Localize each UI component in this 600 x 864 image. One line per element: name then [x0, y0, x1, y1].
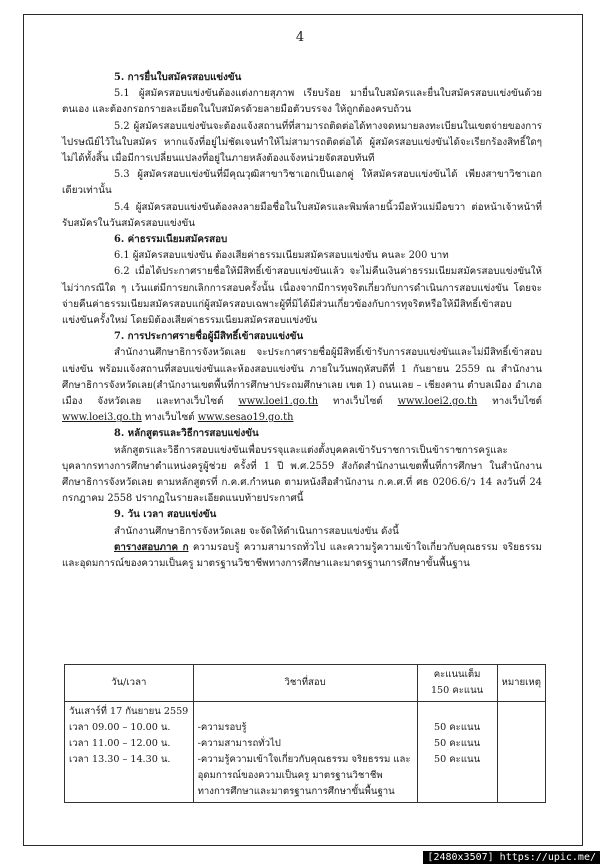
subject-2: -ความสามารถทั่วไป [197, 738, 281, 749]
header-day-time: วัน/เวลา [65, 665, 194, 702]
section-9-heading: 9. วัน เวลา สอบแข่งขัน [114, 509, 217, 521]
link-sesao19[interactable]: www.sesao19.go.th [197, 412, 294, 424]
cell-note [497, 702, 546, 803]
document-body [62, 70, 542, 572]
section-7-text-b: ทางเว็บไซต์ [318, 396, 398, 408]
schedule-title: ตารางสอบภาค ก [114, 541, 189, 553]
section-5-heading: 5. การยื่นใบสมัครสอบแข่งขัน [114, 72, 242, 83]
section-9-body: สำนักงานศึกษาธิการจังหวัดเลย จะจัดให้ดำเนินการสอบแข่งขัน ดังนี้ [114, 525, 399, 537]
link-loei2[interactable]: www.loei2.go.th [397, 396, 478, 408]
section-7-text-d: ทางเว็บไซต์ [141, 412, 198, 424]
time-2: เวลา 11.00 – 12.00 น. [69, 738, 171, 749]
section-5-4: 5.4 ผู้สมัครสอบแข่งขันต้องลงลายมือชื่อในใบสมัครและพิมพ์ลายนิ้วมือหัวแม่มือขวา ต่อหน้าเจ้าหน้าที่รับสมัครในวันสมัครสอบแข่งขัน [62, 201, 542, 229]
header-subject: วิชาที่สอบ [193, 665, 417, 702]
header-note: หมายเหตุ [497, 665, 546, 702]
section-7-heading: 7. การประกาศรายชื่อผู้มีสิทธิ์เข้าสอบแข่งขัน [114, 331, 304, 343]
section-5-1: 5.1 ผู้สมัครสอบแข่งขันต้องแต่งกายสุภาพ เรียบร้อย มายื่นใบสมัครและยื่นใบสมัครสอบแข่งขันด้วยตนเอง และต้องกรอกรายละเอียดในใบสมัครด้วยลายมือตัวบรรจง ให้ถูกต้องครบถ้วน [62, 88, 542, 116]
exam-schedule-table [64, 664, 546, 803]
subject-1: -ความรอบรู้ [197, 722, 247, 733]
subject-3: -ความรู้ความเข้าใจเกี่ยวกับคุณธรรม จริยธรรม และอุดมการณ์ของความเป็นครู มาตรฐานวิชาชีพทางการศึกษาและมาตรฐานการศึกษาขั้นพื้นฐาน [197, 754, 411, 797]
exam-date: วันเสาร์ที่ 17 กันยายน 2559 [69, 706, 189, 717]
time-3: เวลา 13.30 – 14.30 น. [69, 754, 171, 765]
section-7-text-c: ทางเว็บไซต์ [477, 396, 542, 408]
table-row [65, 702, 546, 803]
section-6-1: 6.1 ผู้สมัครสอบแข่งขัน ต้องเสียค่าธรรมเนียมสมัครสอบแข่งขัน คนละ 200 บาท [114, 250, 449, 262]
cell-scores [417, 702, 497, 803]
time-1: เวลา 09.00 – 10.00 น. [69, 722, 171, 733]
section-6-2: 6.2 เมื่อได้ประกาศรายชื่อให้มีสิทธิ์เข้าสอบแข่งขันแล้ว จะไม่คืนเงินค่าธรรมเนียมสมัครสอบแข่งขันให้ไม่ว่ากรณีใด ๆ เว้นแต่มีการยกเลิกการสอบครั้งนั้น เนื่องจากมีการทุจริตเกี่ยวกับการดำเนินการสอบแข่งขัน โดยจะจ่ายคืนค่าธรรมเนียมสมัครสอบแก่ผู้สมัครสอบเฉพาะผู้ที่มิได้มีส่วนเกี่ยวข้องกับการทุจริตหรือให้มีสิทธิ์เข้าสอบแข่งขันครั้งใหม่ โดยมิต้องเสียค่าธรรมเนียมสมัครสอบแข่งขัน [62, 266, 542, 327]
section-8-heading: 8. หลักสูตรและวิธีการสอบแข่งขัน [114, 428, 259, 440]
header-score-line2: 150 คะแนน [430, 685, 484, 696]
section-5-3: 5.3 ผู้สมัครสอบแข่งขันที่มีคุณวุฒิสาขาวิชาเอกเป็นเอกคู่ ให้สมัครสอบแข่งขันได้ เพียงสาขาวิชาเอกเดียวเท่านั้น [62, 169, 542, 197]
cell-subjects [193, 702, 417, 803]
link-loei1[interactable]: www.loei1.go.th [238, 396, 319, 408]
page-number: 4 [295, 30, 305, 45]
link-loei3[interactable]: www.loei3.go.th [62, 412, 142, 424]
cell-times [65, 702, 194, 803]
section-8-body: หลักสูตรและวิธีการสอบแข่งขันเพื่อบรรจุและแต่งตั้งบุคคลเข้ารับราชการเป็นข้าราชการครูและบุคลากรทางการศึกษาตำแหน่งครูผู้ช่วย ครั้งที่ 1 ปี พ.ศ.2559 สังกัดสำนักงานเขตพื้นที่การศึกษา ในสำนักงานศึกษาธิการจังหวัดเลย ตามหลักสูตรที่ ก.ค.ศ.กำหนด ตามหนังสือสำนักงาน ก.ค.ศ.ที่ ศธ 0206.6/ว 14 ลงวันที่ 24 กรกฎาคม 2558 ปรากฏในรายละเอียดแนบท้ายประกาศนี้ [62, 444, 542, 505]
section-5-2: 5.2 ผู้สมัครสอบแข่งขันจะต้องแจ้งสถานที่ที่สามารถติดต่อได้ทางจดหมายลงทะเบียนในเขตจ่ายของการไปรษณีย์ไว้ในใบสมัคร หากแจ้งที่อยู่ไม่ชัดเจนทำให้ไม่สามารถติดต่อได้ ผู้สมัครสอบแข่งขันได้จะเรียกร้องสิทธิ์ใดๆ ไม่ได้ทั้งสิ้น เมื่อมีการเปลี่ยนแปลงที่อยู่ในภายหลังต้องแจ้งหน่วยจัดสอบทันที [62, 120, 542, 165]
header-score [417, 665, 497, 702]
score-3: 50 คะแนน [434, 754, 481, 765]
section-6-heading: 6. ค่าธรรมเนียมสมัครสอบ [114, 234, 228, 246]
schedule-description [62, 540, 542, 572]
score-1: 50 คะแนน [434, 722, 481, 733]
image-size-watermark: [2480x3507] https://upic.me/ [423, 851, 600, 864]
table-header-row [65, 665, 546, 702]
score-2: 50 คะแนน [434, 738, 481, 749]
section-7-text-a: สำนักงานศึกษาธิการจังหวัดเลย จะประกาศรายชื่อผู้มีสิทธิ์เข้ารับการสอบแข่งขันและไม่มีสิทธิ์เข้าสอบแข่งขัน พร้อมแจ้งสถานที่สอบแข่งขันและห้องสอบแข่งขัน ภายในวันพฤหัสบดีที่ 1 กันยายน 2559 ณ สำนักงานศึกษาธิการจังหวัดเลย(สำนักงานเขตพื้นที่การศึกษาประถมศึกษาเลย เขต 1) ถนนเลย – เชียงคาน ตำบลเมือง อำเภอเมือง จังหวัดเลย และทางเว็บไซต์ [62, 347, 542, 408]
header-score-line1: คะแนนเต็ม [433, 669, 481, 680]
section-7-body [62, 345, 542, 426]
schedule-desc-text: ความรอบรู้ ความสามารถทั่วไป และความรู้ความเข้าใจเกี่ยวกับคุณธรรม จริยธรรม และอุดมการณ์ของความเป็นครู มาตรฐานวิชาชีพทางการศึกษาและมาตรฐานการศึกษาขั้นพื้นฐาน [62, 541, 542, 570]
